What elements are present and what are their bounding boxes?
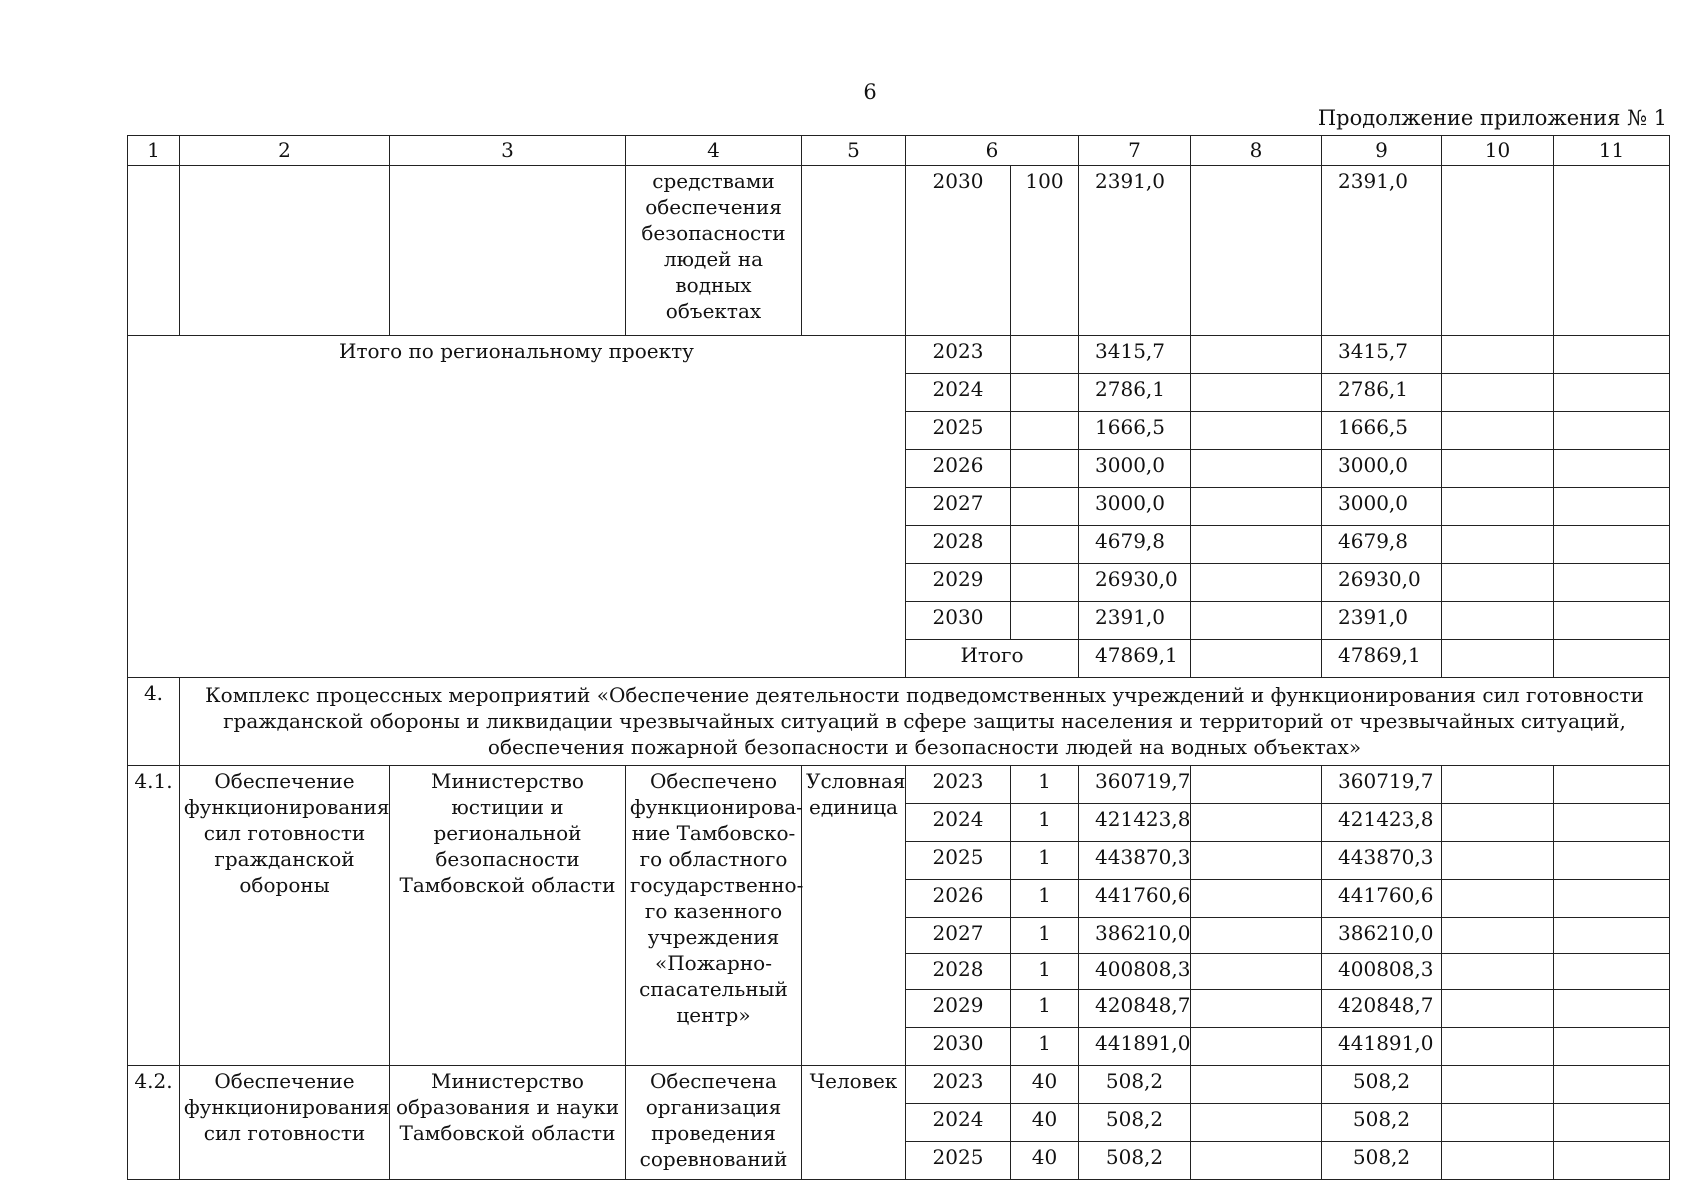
- item-unit: Условная единица: [802, 766, 906, 1066]
- cell-year: 2024: [906, 804, 1011, 842]
- cell-amount: 2786,1: [1079, 374, 1191, 412]
- appendix-table: [127, 135, 1670, 1180]
- cell-amount: 421423,8: [1079, 804, 1191, 842]
- cell-amount: 508,2: [1079, 1142, 1191, 1180]
- cell-amount: 443870,3: [1079, 842, 1191, 880]
- table-row: [128, 1066, 1670, 1104]
- cell-value: 1: [1011, 766, 1079, 804]
- cell-amount: 420848,7: [1322, 990, 1442, 1028]
- cell-amount: 508,2: [1079, 1104, 1191, 1142]
- cell-amount: 2786,1: [1322, 374, 1442, 412]
- cell-amount: 441760,6: [1322, 880, 1442, 918]
- cell-year: 2030: [906, 166, 1011, 336]
- item-number: 4.2.: [128, 1066, 180, 1180]
- cell-value: 40: [1011, 1142, 1079, 1180]
- cell-amount: 421423,8: [1322, 804, 1442, 842]
- cell-description: средствами обеспечения безопасности людей на водных объектах: [626, 166, 802, 336]
- table-row: [128, 766, 1670, 804]
- cell-amount: 508,2: [1322, 1142, 1442, 1180]
- item-result: Обеспечена организация проведения соревнований: [626, 1066, 802, 1180]
- section-row: [128, 678, 1670, 766]
- header-cell: 9: [1322, 136, 1442, 166]
- cell-amount: 508,2: [1322, 1066, 1442, 1104]
- item-activity: Обеспечение функционирования сил готовности: [180, 1066, 390, 1180]
- header-cell: 1: [128, 136, 180, 166]
- appendix-note: Продолжение приложения № 1: [1317, 106, 1667, 130]
- cell-value: 100: [1011, 166, 1079, 336]
- cell-amount: 360719,7: [1322, 766, 1442, 804]
- page-number: 6: [863, 80, 877, 104]
- cell-year: 2024: [906, 1104, 1011, 1142]
- cell-year: 2029: [906, 564, 1011, 602]
- cell-amount: 508,2: [1079, 1066, 1191, 1104]
- cell-amount: 26930,0: [1079, 564, 1191, 602]
- header-cell: 2: [180, 136, 390, 166]
- cell-amount: 441891,0: [1322, 1028, 1442, 1066]
- cell-year: 2025: [906, 1142, 1011, 1180]
- header-cell: 8: [1191, 136, 1322, 166]
- header-cell: 11: [1554, 136, 1670, 166]
- cell-amount: 360719,7: [1079, 766, 1191, 804]
- cell-amount: 3000,0: [1079, 488, 1191, 526]
- header-cell: 3: [390, 136, 626, 166]
- item-number: 4.1.: [128, 766, 180, 1066]
- cell-year: 2028: [906, 954, 1011, 990]
- sum-label: Итого: [906, 640, 1079, 678]
- cell-year: 2030: [906, 602, 1011, 640]
- cell-amount: 1666,5: [1322, 412, 1442, 450]
- cell-amount: 441891,0: [1079, 1028, 1191, 1066]
- cell-amount: 4679,8: [1079, 526, 1191, 564]
- cell-amount: 1666,5: [1079, 412, 1191, 450]
- cell-year: 2024: [906, 374, 1011, 412]
- cell-amount: 4679,8: [1322, 526, 1442, 564]
- cell-year: 2025: [906, 412, 1011, 450]
- cell-amount: 3415,7: [1079, 336, 1191, 374]
- cell-amount: 3000,0: [1079, 450, 1191, 488]
- cell-value: 1: [1011, 918, 1079, 954]
- header-cell: 6: [906, 136, 1079, 166]
- item-unit: Человек: [802, 1066, 906, 1180]
- cell-year: 2029: [906, 990, 1011, 1028]
- cell-year: 2026: [906, 450, 1011, 488]
- cell-amount: 2391,0: [1322, 166, 1442, 336]
- cell-amount: 3415,7: [1322, 336, 1442, 374]
- cell-amount: 443870,3: [1322, 842, 1442, 880]
- cell-amount: 386210,0: [1079, 918, 1191, 954]
- cell-year: 2023: [906, 336, 1011, 374]
- cell-amount: 441760,6: [1079, 880, 1191, 918]
- cell-amount: 26930,0: [1322, 564, 1442, 602]
- section-number: 4.: [128, 678, 180, 766]
- cell-value: 1: [1011, 880, 1079, 918]
- section-title: Комплекс процессных мероприятий «Обеспечение деятельности подведомственных учреждений и функционирования сил готовности гражданской обороны и ликвидации чрезвычайных ситуаций в сфере защиты населения и территорий от чрезвычайных ситуаций, обеспечения пожарной безопасности и безопасности людей на водных объектах»: [180, 678, 1670, 766]
- sum-amount: 47869,1: [1322, 640, 1442, 678]
- cell-value: 40: [1011, 1066, 1079, 1104]
- cell-year: 2025: [906, 842, 1011, 880]
- cell-year: 2030: [906, 1028, 1011, 1066]
- project-total-label: Итого по региональному проекту: [128, 336, 906, 678]
- cell-amount: 2391,0: [1079, 602, 1191, 640]
- cell-value: 1: [1011, 954, 1079, 990]
- cell-amount: 2391,0: [1322, 602, 1442, 640]
- cell-amount: 420848,7: [1079, 990, 1191, 1028]
- cell-value: 40: [1011, 1104, 1079, 1142]
- header-cell: 4: [626, 136, 802, 166]
- table-row: [128, 336, 1670, 374]
- cell-year: 2023: [906, 1066, 1011, 1104]
- sum-amount: 47869,1: [1079, 640, 1191, 678]
- cell-year: 2026: [906, 880, 1011, 918]
- cell-amount: 2391,0: [1079, 166, 1191, 336]
- cell-year: 2023: [906, 766, 1011, 804]
- cell-amount: 386210,0: [1322, 918, 1442, 954]
- cell-amount: 508,2: [1322, 1104, 1442, 1142]
- cell-year: 2027: [906, 488, 1011, 526]
- cell-amount: 3000,0: [1322, 488, 1442, 526]
- header-cell: 7: [1079, 136, 1191, 166]
- header-cell: 5: [802, 136, 906, 166]
- item-responsible: Министерство образования и науки Тамбовской области: [390, 1066, 626, 1180]
- cell-value: 1: [1011, 990, 1079, 1028]
- item-activity: Обеспечение функционирования сил готовности гражданской обороны: [180, 766, 390, 1066]
- cell-value: 1: [1011, 842, 1079, 880]
- cell-year: 2028: [906, 526, 1011, 564]
- cell-amount: 400808,3: [1322, 954, 1442, 990]
- cell-value: 1: [1011, 1028, 1079, 1066]
- table-row: [128, 166, 1670, 336]
- cell-amount: 400808,3: [1079, 954, 1191, 990]
- header-row: [128, 136, 1670, 166]
- cell-amount: 3000,0: [1322, 450, 1442, 488]
- cell-value: 1: [1011, 804, 1079, 842]
- item-result: Обеспечено функционирова-ние Тамбовско-го областного государственно-го казенного учреждения «Пожарно-спасательный центр»: [626, 766, 802, 1066]
- cell-year: 2027: [906, 918, 1011, 954]
- header-cell: 10: [1442, 136, 1554, 166]
- item-responsible: Министерство юстиции и региональной безопасности Тамбовской области: [390, 766, 626, 1066]
